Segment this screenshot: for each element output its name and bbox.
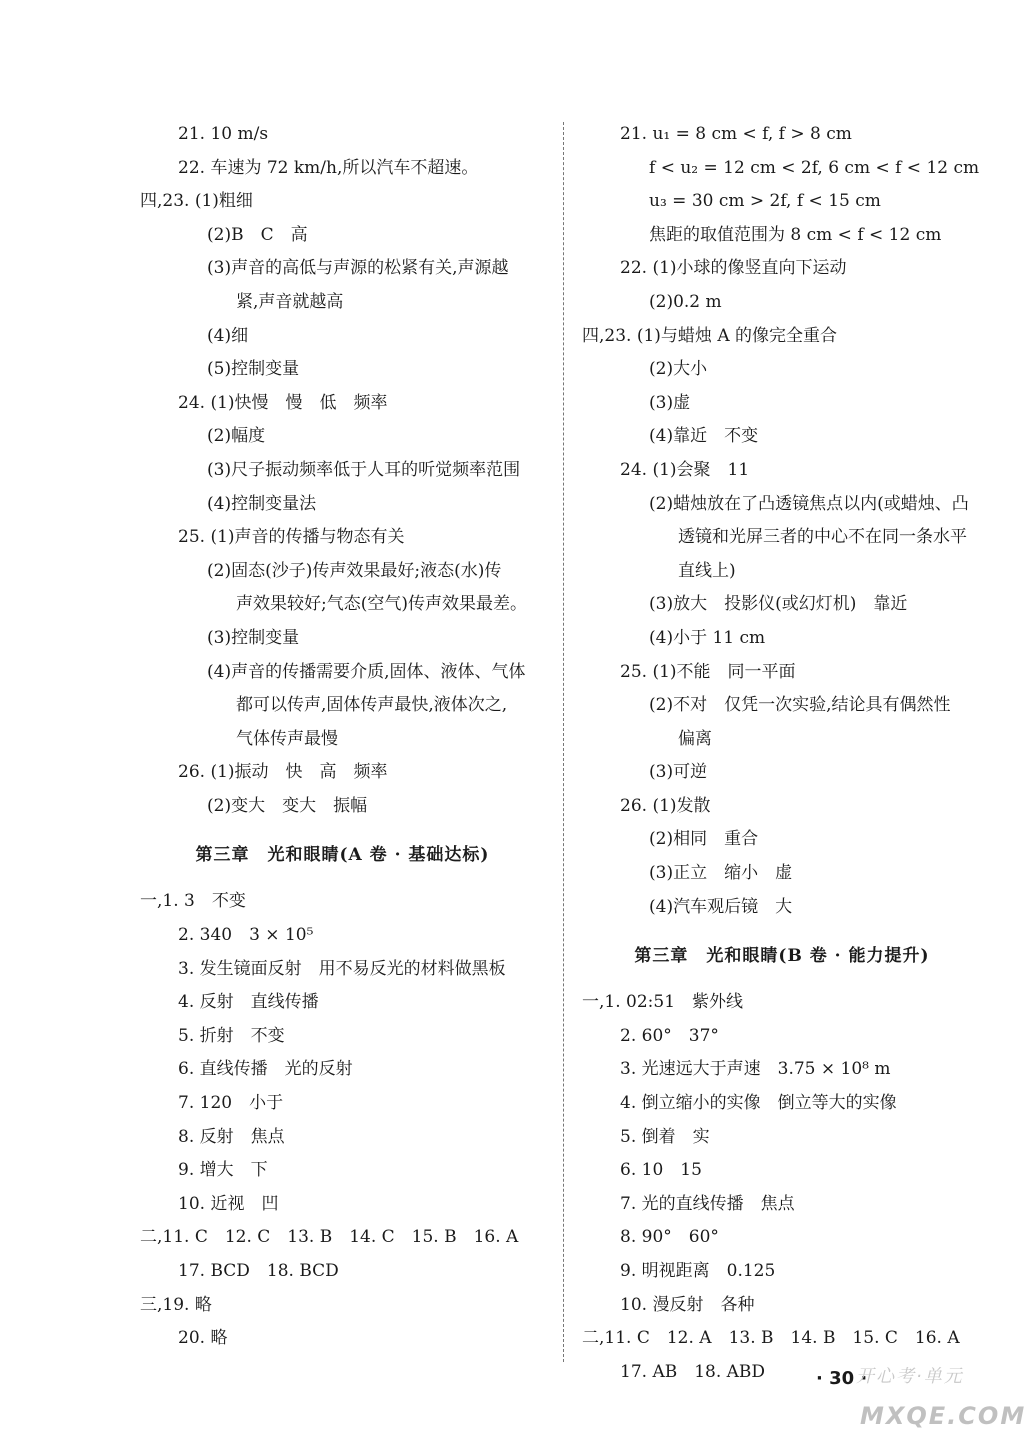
column-divider [563,122,564,1362]
answer-line: f < u₂ = 12 cm < 2f, 6 cm < f < 12 cm [649,157,980,178]
answer-line: 偏离 [678,728,712,749]
answer-line: (2)大小 [649,359,708,380]
answer-line: 声效果较好;气态(空气)传声效果最差。 [236,594,527,615]
answer-line: (2)固态(沙子)传声效果最好;液态(水)传 [207,560,502,581]
answer-line: 二,11. C 12. A 13. B 14. B 15. C 16. A [582,1328,960,1349]
answer-line: 四,23. (1)与蜡烛 A 的像完全重合 [582,325,838,346]
right-column [582,118,982,1389]
answer-line: 3. 发生镜面反射 用不易反光的材料做黑板 [178,958,506,979]
answer-line: 17. BCD 18. BCD [178,1261,339,1281]
answer-line: (2)相同 重合 [649,829,759,850]
answer-line: 8. 反射 焦点 [178,1126,285,1147]
answer-line: 2. 60° 37° [620,1025,719,1046]
answer-line: 4. 倒立缩小的实像 倒立等大的实像 [620,1093,897,1114]
answer-line: (3)放大 投影仪(或幻灯机) 靠近 [649,594,908,615]
section-title: 第三章 光和眼睛(B 卷 · 能力提升) [634,946,930,967]
answer-line: 6. 10 15 [620,1160,702,1181]
answer-line: 一,1. 3 不变 [140,891,246,912]
answer-line: 2. 340 3 × 10⁵ [178,925,314,946]
answer-line: 7. 光的直线传播 焦点 [620,1193,795,1214]
answer-line: (3)可逆 [649,762,708,783]
answer-line: 22. (1)小球的像竖直向下运动 [620,258,847,279]
answer-line: 8. 90° 60° [620,1227,719,1248]
answer-line: (3)虚 [649,392,691,413]
section-title: 第三章 光和眼睛(A 卷 · 基础达标) [195,845,490,866]
answer-line: 21. 10 m/s [178,124,269,144]
answer-line: 24. (1)快慢 慢 低 频率 [178,392,388,413]
answer-line: (2)变大 变大 振幅 [207,795,368,816]
answer-line: 22. 车速为 72 km/h,所以汽车不超速。 [178,157,479,178]
answer-line: (2)幅度 [207,426,266,447]
answer-line: 9. 增大 下 [178,1160,268,1181]
answer-line: (3)控制变量 [207,627,300,648]
answer-line: (2)蜡烛放在了凸透镜焦点以内(或蜡烛、凸 [649,493,969,514]
answer-line: 四,23. (1)粗细 [140,191,253,212]
answer-line: (2)B C 高 [207,224,308,245]
answer-line: 5. 折射 不变 [178,1025,285,1046]
answer-line: (2)不对 仅凭一次实验,结论具有偶然性 [649,695,951,716]
answer-line: 9. 明视距离 0.125 [620,1261,776,1281]
answer-line: 三,19. 略 [140,1294,212,1315]
answer-line: 直线上) [678,560,736,581]
answer-line: 21. u₁ = 8 cm < f, f > 8 cm [620,124,852,144]
answer-line: 5. 倒着 实 [620,1126,710,1147]
answer-line: 20. 略 [178,1328,228,1349]
answer-line: 25. (1)不能 同一平面 [620,661,796,682]
answer-line: 6. 直线传播 光的反射 [178,1059,353,1080]
answer-line: 7. 120 小于 [178,1093,284,1114]
answer-line: 17. AB 18. ABD [620,1361,766,1382]
answer-line: (2)0.2 m [649,291,722,312]
answer-line: (3)正立 缩小 虚 [649,863,793,884]
answer-line: 焦距的取值范围为 8 cm < f < 12 cm [649,224,942,245]
answer-line: 紧,声音就越高 [236,291,344,312]
left-column [140,118,545,1356]
page-number: · 30 · [816,1368,868,1389]
answer-line: 3. 光速远大于声速 3.75 × 10⁸ m [620,1059,891,1080]
answer-line: (3)声音的高低与声源的松紧有关,声源越 [207,258,509,279]
answer-line: 25. (1)声音的传播与物态有关 [178,527,405,548]
answer-line: 10. 近视 凹 [178,1193,279,1214]
answer-line: 26. (1)发散 [620,795,711,816]
answer-line: 都可以传声,固体传声最快,液体次之, [236,695,508,716]
answer-line: 10. 漫反射 各种 [620,1294,755,1315]
answer-line: 24. (1)会聚 11 [620,459,750,480]
answer-line: (4)细 [207,325,249,346]
answer-line: (5)控制变量 [207,359,300,380]
answer-line: (4)汽车观后镜 大 [649,896,793,917]
answer-line: 透镜和光屏三者的中心不在同一条水平 [678,527,967,548]
answer-line: 4. 反射 直线传播 [178,992,319,1013]
answer-line: (4)小于 11 cm [649,627,766,648]
answer-line: (4)靠近 不变 [649,426,759,447]
answer-line: 气体传声最慢 [236,728,338,749]
answer-line: 二,11. C 12. C 13. B 14. C 15. B 16. A [140,1227,519,1248]
answer-line: (4)控制变量法 [207,493,317,514]
answer-line: 一,1. 02:51 紫外线 [582,992,744,1013]
answer-line: (4)声音的传播需要介质,固体、液体、气体 [207,661,526,682]
watermark-text: 开心考·单元 [856,1366,964,1387]
watermark-text: MXQE.COM [860,1402,1026,1430]
answer-line: 26. (1)振动 快 高 频率 [178,762,388,783]
answer-line: (3)尺子振动频率低于人耳的听觉频率范围 [207,459,521,480]
answer-line: u₃ = 30 cm > 2f, f < 15 cm [649,191,881,212]
